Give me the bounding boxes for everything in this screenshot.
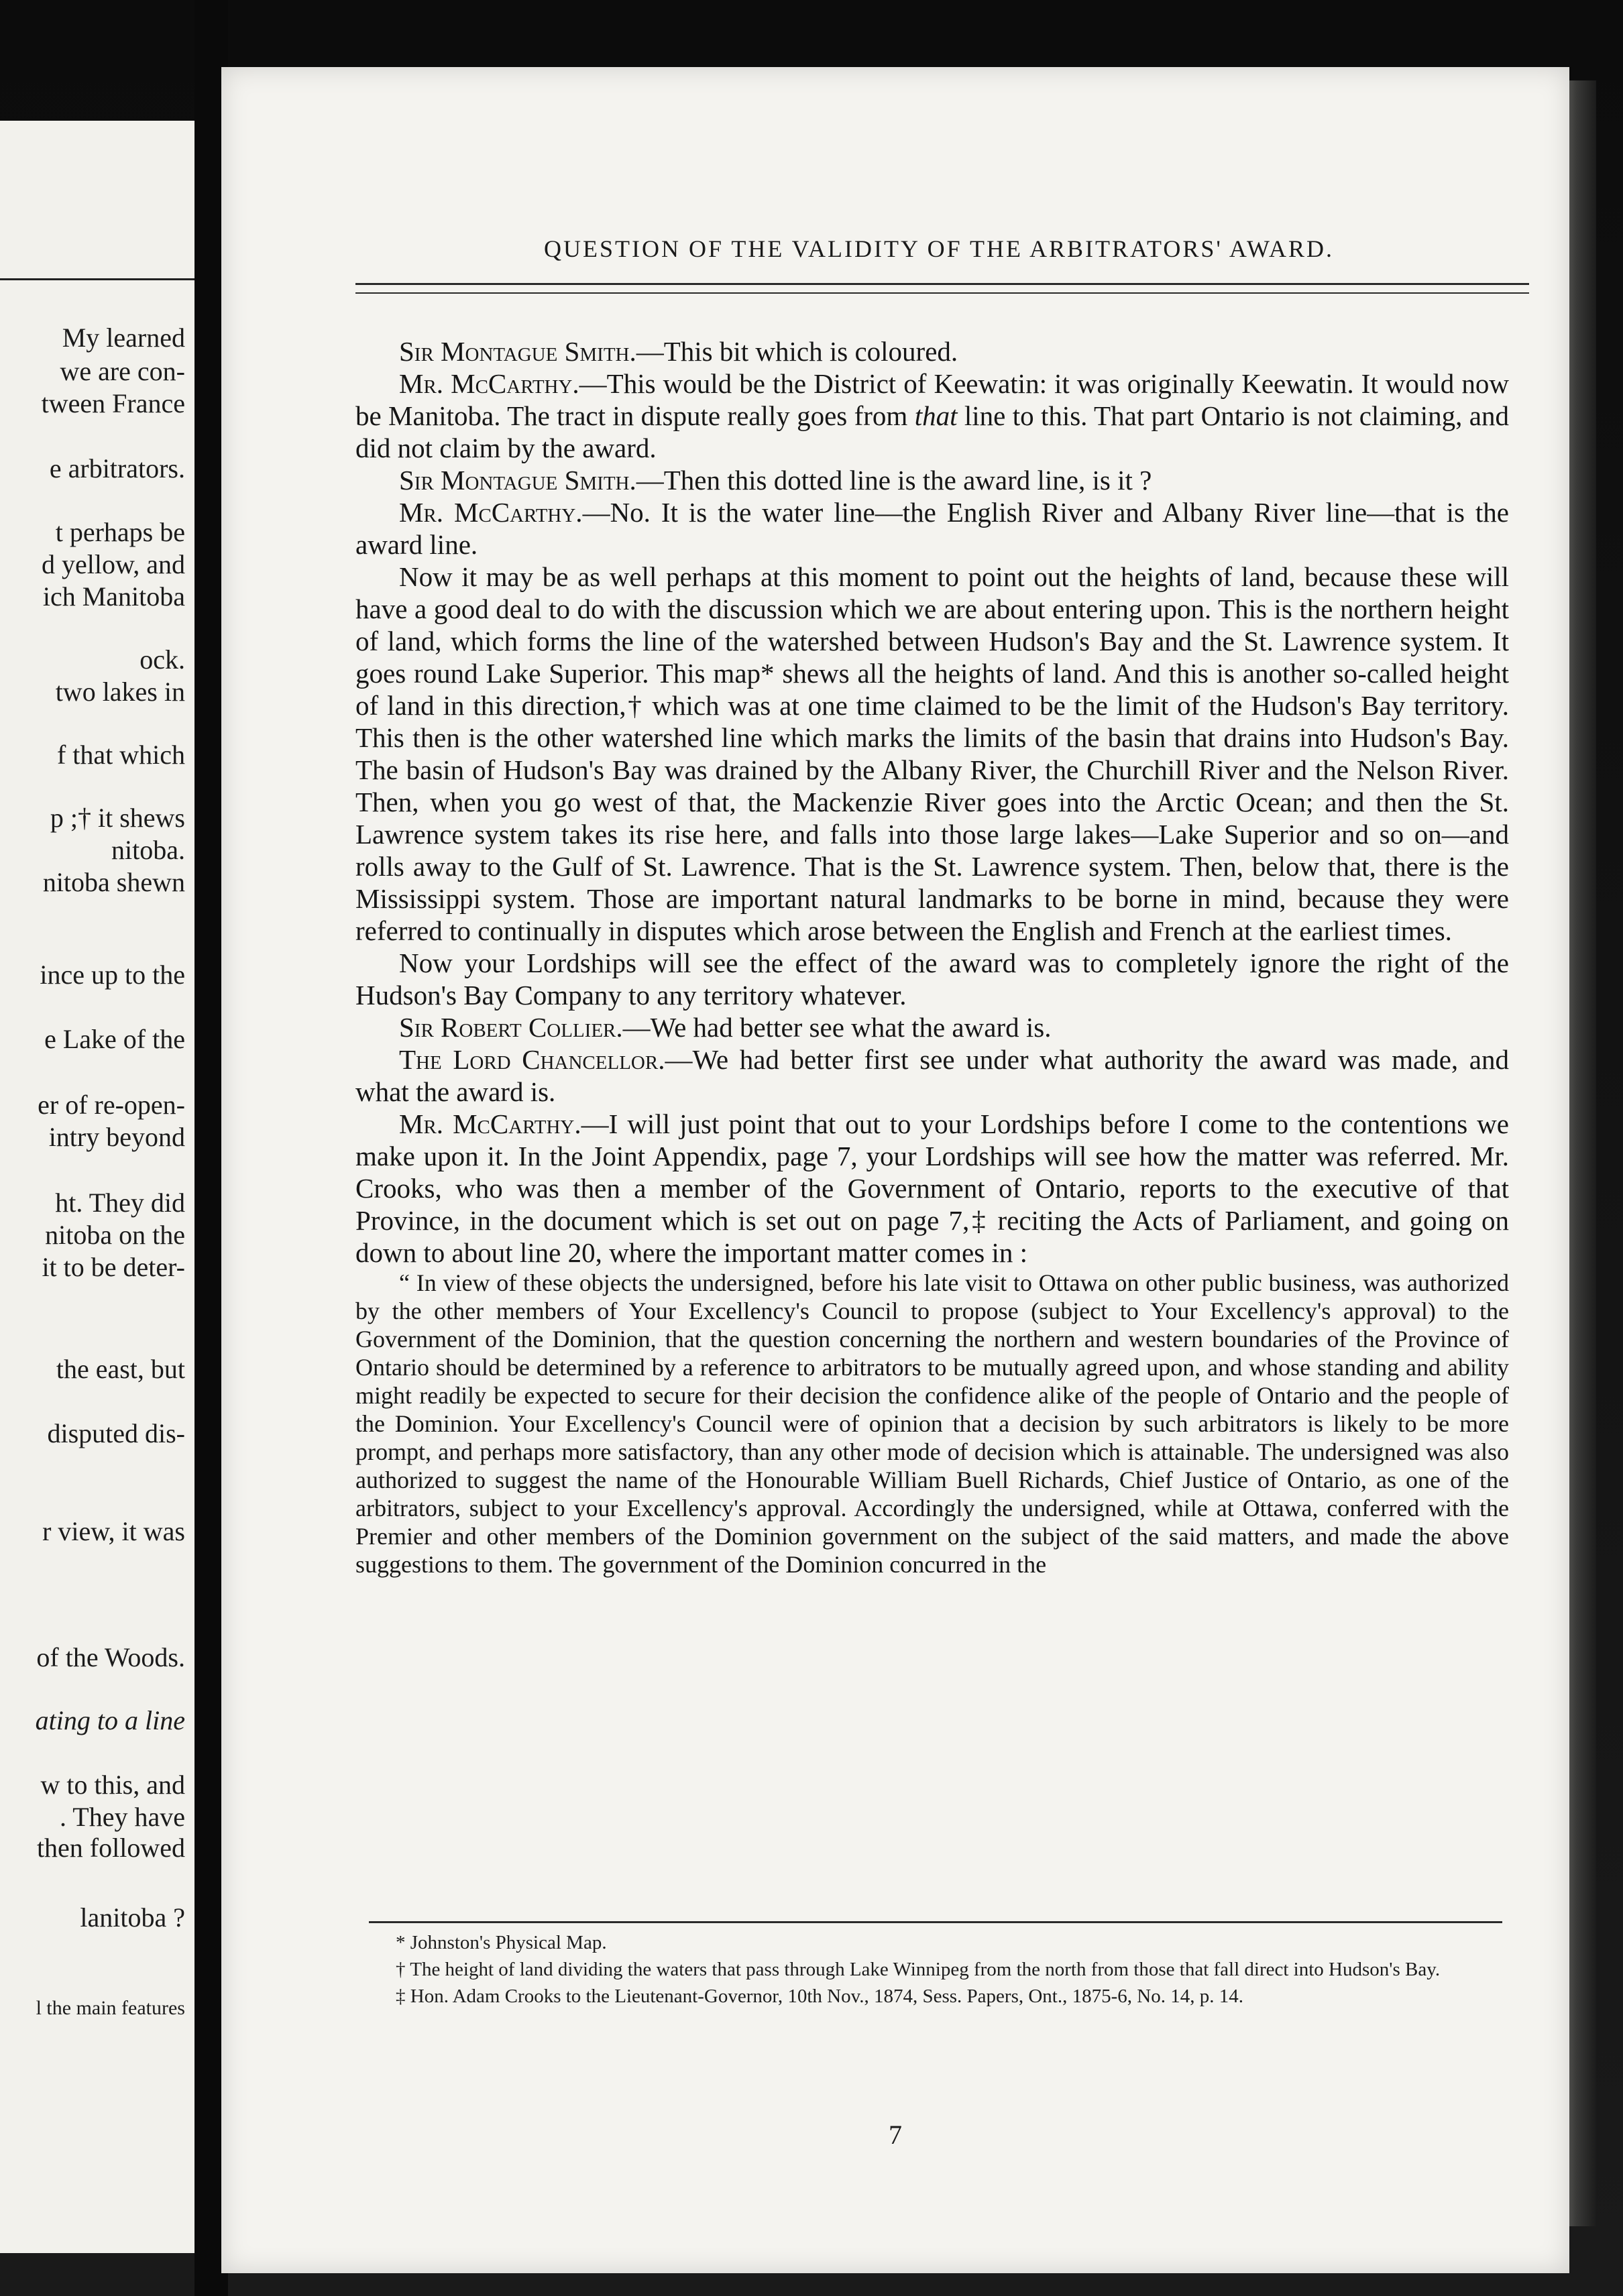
speaker: Sir Montague Smith. <box>399 465 636 496</box>
left-line: ating to a line <box>35 1705 185 1735</box>
left-line: it to be deter- <box>42 1252 185 1282</box>
left-line: nitoba on the <box>45 1220 185 1250</box>
paragraph <box>355 1108 1509 1269</box>
speech: —This would be the District of Keewatin: it was originally Keewatin. It would now be Manitoba. The tract in dispute really goes from <box>355 368 1509 431</box>
left-line: er of re-open- <box>38 1090 185 1120</box>
speaker: The Lord Chancellor. <box>399 1044 665 1075</box>
left-line: w to this, and <box>40 1770 185 1800</box>
left-line: lanitoba ? <box>80 1902 185 1933</box>
header-rule <box>355 283 1529 285</box>
paragraph <box>355 464 1509 496</box>
left-line: t perhaps be <box>55 517 185 547</box>
speech: —We had better see what the award is. <box>622 1012 1052 1043</box>
speech: —No. It is the water line—the English River and Albany River line—that is the award line. <box>355 497 1509 560</box>
paragraph <box>355 1011 1509 1043</box>
speech: —This bit which is coloured. <box>636 336 958 367</box>
left-line: of the Woods. <box>36 1642 185 1672</box>
paragraph: Now it may be as well perhaps at this moment to point out the heights of land, because these will have a good deal to do with the discussion which we are about entering upon. This is the northern height of land, which forms the line of the watershed between Hudson's Bay and the St. Lawrence system. It goes round Lake Superior. This map* shews all the heights of land. And this is another so-called height of land in this direction,† which was at one time claimed to be the limit of the Hudson's Bay territory. This then is the other watershed line which marks the limits of the basin that drains into Hudson's Bay. The basin of Hudson's Bay was drained by the Albany River, the Churchill River and the Nelson River. Then, when you go west of that, the Mackenzie River goes into the Arctic Ocean; and then the St. Lawrence system takes its rise here, and falls into those large lakes—Lake Superior and so on—and rolls away to the Gulf of St. Lawrence. That is the St. Lawrence system. Then, below that, there is the Mississippi system. Those are important natural landmarks to be borne in mind, because they were referred to continually in disputes which arose between the English and French at the earliest times. <box>355 561 1509 946</box>
paragraph <box>355 496 1509 561</box>
left-line: two lakes in <box>55 677 185 707</box>
footnote: * Johnston's Physical Map. <box>396 1932 607 1953</box>
italic-word: that <box>914 400 958 431</box>
speech: —We had better first see under what authority the award was made, and what the award is. <box>355 1044 1509 1107</box>
running-head: QUESTION OF THE VALIDITY OF THE ARBITRATORS' AWARD. <box>543 235 1334 262</box>
left-line: f that which <box>56 740 185 770</box>
body-text <box>355 335 1509 1578</box>
speaker: Sir Robert Collier. <box>399 1012 623 1043</box>
footnote-rule <box>369 1921 1502 1923</box>
left-page-rule <box>0 278 194 280</box>
left-line: nitoba. <box>111 835 185 865</box>
speaker: Sir Montague Smith. <box>399 336 636 367</box>
left-line: we are con- <box>60 356 185 386</box>
paragraph <box>355 1043 1509 1108</box>
speech: line to this. That part Ontario is not claiming, and did not claim by the award. <box>355 400 1509 463</box>
footnotes <box>355 1931 1509 2012</box>
left-line: disputed dis- <box>47 1418 185 1448</box>
left-line: r view, it was <box>42 1516 185 1546</box>
footnote: † The height of land dividing the waters that pass through Lake Winnipeg from the north from those that fall direct into Hudson's Bay. <box>396 1959 1441 1980</box>
page-number: 7 <box>889 2120 902 2150</box>
speaker: Mr. McCarthy. <box>399 368 579 399</box>
speech: —Then this dotted line is the award line, is it ? <box>636 465 1152 496</box>
left-line: ht. They did <box>55 1188 185 1218</box>
left-line: tween France <box>41 388 185 418</box>
block-quote: “ In view of these objects the undersigned, before his late visit to Ottawa on other public business, was authorized by the other members of Your Excellency's Council to propose (subject to Your Excellency's approval) to the Government of the Dominion, that the question concerning the northern and western boundaries of the Province of Ontario should be determined by a reference to arbitrators to be mutually agreed upon, and whose standing and ability might readily be expected to secure for their decision the confidence alike of the people of Ontario and the people of the Dominion. Your Excellency's Council were of opinion that a decision by such arbitrators is likely to be more prompt, and perhaps more satisfactory, than any other mode of decision which is attainable. The undersigned was also authorized to suggest the name of the Honourable William Buell Richards, Chief Justice of Ontario, as one of the arbitrators, subject to your Excellency's approval. Accordingly the undersigned, while at Ottawa, conferred with the Premier and other members of the Dominion government on the subject of the said matters, and made the above suggestions to them. The government of the Dominion concurred in the <box>355 1269 1509 1578</box>
footnote: ‡ Hon. Adam Crooks to the Lieutenant-Governor, 10th Nov., 1874, Sess. Papers, Ont., 1875-6, No. 14, p. 14. <box>396 1986 1243 2007</box>
left-line: intry beyond <box>48 1122 185 1152</box>
paragraph <box>355 335 1509 367</box>
left-line: then followed <box>36 1833 185 1863</box>
left-line: p ;† it shews <box>50 803 185 833</box>
paragraph: Now your Lordships will see the effect of the award was to completely ignore the right of the Hudson's Bay Company to any territory whatever. <box>355 948 1509 1011</box>
speech: —I will just point that out to your Lordships before I come to the contentions we make upon it. In the Joint Appendix, page 7, your Lordships will see how the matter was referred. Mr. Crooks, who was then a member of the Government of Ontario, reports to the executive of that Province, in the document which is set out on page 7,‡ reciting the Acts of Parliament, and going on down to about line 20, where the important matter comes in : <box>355 1108 1509 1268</box>
left-line: e arbitrators. <box>49 453 185 483</box>
header-rule <box>355 292 1529 294</box>
paragraph <box>355 367 1509 464</box>
speaker: Mr. McCarthy. <box>399 497 583 528</box>
left-line: the east, but <box>56 1354 185 1384</box>
left-line: ince up to the <box>40 960 185 990</box>
left-line: d yellow, and <box>41 549 185 579</box>
left-line: ock. <box>139 644 185 675</box>
left-line: My learned <box>62 323 185 353</box>
left-line: nitoba shewn <box>42 867 185 897</box>
left-line: ich Manitoba <box>42 581 185 612</box>
left-line: l the main features <box>36 1997 185 2019</box>
speaker: Mr. McCarthy. <box>399 1108 581 1139</box>
left-page-fragment <box>0 121 194 2253</box>
left-line: e Lake of the <box>44 1024 185 1054</box>
left-line: . They have <box>60 1802 185 1832</box>
main-page <box>221 67 1569 2273</box>
